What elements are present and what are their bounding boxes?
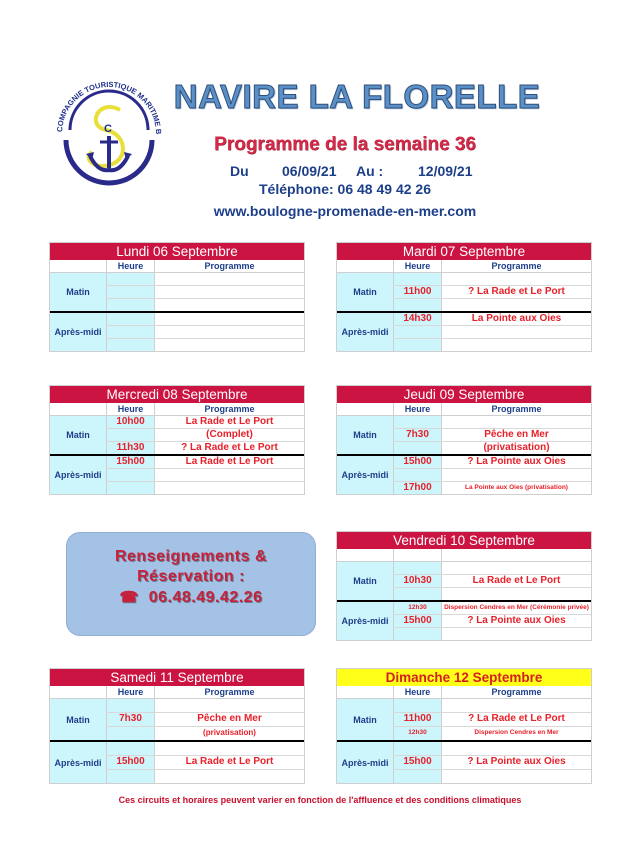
column-header-row [337, 549, 591, 562]
date-from: 06/09/21 [282, 163, 337, 179]
schedule-row [106, 441, 304, 454]
day-table-vendredi [336, 531, 592, 641]
hour-cell [393, 273, 441, 285]
hour-cell [106, 273, 154, 285]
schedule-row [393, 481, 591, 494]
schedule-row [393, 742, 591, 755]
programme-cell [154, 742, 304, 755]
programme-cell: La Rade et Le Port [154, 416, 304, 428]
schedule-row [393, 285, 591, 298]
period-label-matin: Matin [337, 562, 393, 600]
website-link[interactable]: www.boulogne-promenade-en-mer.com [213, 203, 477, 219]
hour-cell: 15h00 [393, 756, 441, 769]
programme-cell [154, 482, 304, 494]
hour-cell [393, 416, 441, 428]
programme-cell: (privatisation) [441, 442, 591, 454]
section-matin [337, 273, 591, 311]
schedule-row [106, 313, 304, 325]
programme-cell [441, 588, 591, 600]
anchor-icon [48, 68, 170, 190]
day-title: Lundi 06 Septembre [50, 243, 304, 260]
period-label-matin: Matin [337, 273, 393, 311]
section-matin [50, 699, 304, 740]
schedule-row [106, 699, 304, 712]
period-label-apres-midi: Après-midi [337, 602, 393, 640]
section-apres-midi [50, 456, 304, 494]
hour-cell [106, 469, 154, 481]
heure-header: Heure [393, 403, 441, 415]
schedule-row [393, 614, 591, 627]
schedule-row [106, 755, 304, 769]
section-matin [337, 562, 591, 600]
schedule-row [393, 273, 591, 285]
hour-cell [393, 588, 441, 600]
hour-cell [106, 742, 154, 755]
section-matin [337, 416, 591, 454]
section-matin [337, 699, 591, 740]
programme-cell: La Rade et Le Port [154, 456, 304, 468]
period-label-matin: Matin [337, 416, 393, 454]
day-table-jeudi [336, 385, 592, 495]
hour-cell: 10h00 [106, 416, 154, 428]
heure-header: Heure [106, 260, 154, 272]
programme-cell [441, 339, 591, 351]
hour-cell [106, 699, 154, 712]
section-matin [50, 416, 304, 454]
hour-cell: 11h30 [106, 442, 154, 454]
heure-header: Heure [393, 260, 441, 272]
period-label-apres-midi: Après-midi [337, 742, 393, 783]
company-logo [48, 68, 170, 190]
schedule-row [106, 712, 304, 726]
schedule-row [106, 428, 304, 441]
schedule-row [106, 325, 304, 338]
schedule-row [393, 441, 591, 454]
hour-cell: 15h00 [106, 756, 154, 769]
day-table-samedi [49, 668, 305, 784]
hour-cell [106, 429, 154, 441]
programme-header: Programme [441, 260, 591, 272]
page-title: NAVIRE LA FLORELLE [173, 78, 541, 115]
reservation-info-box [66, 532, 316, 636]
section-apres-midi [337, 456, 591, 494]
programme-cell: Dispersion Cendres en Mer (Cérémonie privée) [441, 602, 591, 614]
programme-cell [441, 416, 591, 428]
programme-cell: Pêche en Mer [441, 429, 591, 441]
heure-header: Heure [106, 686, 154, 698]
heure-header: Heure [106, 403, 154, 415]
schedule-row [393, 325, 591, 338]
blank-header-cell [337, 686, 393, 698]
hour-cell [393, 770, 441, 783]
programme-cell: ? La Pointe aux Oies [441, 615, 591, 627]
week-subtitle: Programme de la semaine 36 [214, 134, 476, 155]
programme-cell: (privatisation) [154, 727, 304, 740]
schedule-row [393, 712, 591, 726]
hour-cell: 17h00 [393, 482, 441, 494]
hour-cell: 10h30 [393, 575, 441, 587]
date-range [230, 163, 473, 179]
programme-cell [154, 273, 304, 285]
day-title: Mardi 07 Septembre [337, 243, 591, 260]
programme-cell [441, 273, 591, 285]
schedule-row [393, 468, 591, 481]
schedule-row [393, 338, 591, 351]
programme-cell: ? La Rade et Le Port [441, 713, 591, 726]
programme-cell: La Pointe aux Oies [441, 313, 591, 325]
period-label-matin: Matin [50, 699, 106, 740]
hour-cell [106, 326, 154, 338]
programme-cell [154, 313, 304, 325]
programme-cell [441, 628, 591, 640]
hour-cell: 15h00 [106, 456, 154, 468]
hour-cell [393, 742, 441, 755]
schedule-row [393, 587, 591, 600]
hour-cell [106, 286, 154, 298]
hour-cell: 14h30 [393, 313, 441, 325]
day-table-lundi [49, 242, 305, 352]
period-label-apres-midi: Après-midi [50, 313, 106, 351]
schedule-row [393, 755, 591, 769]
hour-cell [393, 628, 441, 640]
period-label-apres-midi: Après-midi [50, 456, 106, 494]
schedule-row [106, 481, 304, 494]
hour-cell [106, 727, 154, 740]
period-label-apres-midi: Après-midi [50, 742, 106, 783]
svg-text:C: C [104, 123, 112, 135]
schedule-row [106, 273, 304, 285]
hour-cell [393, 442, 441, 454]
hour-cell [393, 699, 441, 712]
info-line-2: Réservation : [137, 568, 245, 585]
programme-cell [154, 770, 304, 783]
programme-cell [154, 299, 304, 311]
schedule-row [393, 416, 591, 428]
programme-cell: Pêche en Mer [154, 713, 304, 726]
programme-cell [441, 742, 591, 755]
hour-cell: 12h30 [393, 727, 441, 740]
schedule-row [393, 627, 591, 640]
schedule-row [106, 338, 304, 351]
period-label-matin: Matin [50, 273, 106, 311]
footer-disclaimer: Ces circuits et horaires peuvent varier en fonction de l'affluence et des conditions climatiques [118, 795, 522, 805]
programme-header: Programme [154, 260, 304, 272]
au-label: Au : [356, 163, 384, 179]
hour-cell [106, 770, 154, 783]
schedule-row [393, 726, 591, 740]
hour-cell: 12h30 [393, 602, 441, 614]
phone-number: Téléphone: 06 48 49 42 26 [259, 181, 431, 197]
day-title: Vendredi 10 Septembre [337, 532, 591, 549]
period-label-matin: Matin [50, 416, 106, 454]
heure-header [393, 549, 441, 561]
blank-header-cell [50, 260, 106, 272]
column-header-row [337, 260, 591, 273]
hour-cell [393, 299, 441, 311]
blank-header-cell [50, 686, 106, 698]
period-label-apres-midi: Après-midi [337, 313, 393, 351]
programme-cell: La Rade et Le Port [154, 756, 304, 769]
hour-cell: 11h00 [393, 286, 441, 298]
hour-cell [106, 339, 154, 351]
day-title: Mercredi 08 Septembre [50, 386, 304, 403]
programme-cell [441, 562, 591, 574]
schedule-row [106, 769, 304, 783]
section-apres-midi [337, 602, 591, 640]
day-title: Dimanche 12 Septembre [337, 669, 591, 686]
day-title: Samedi 11 Septembre [50, 669, 304, 686]
schedule-row [393, 769, 591, 783]
schedule-row [393, 313, 591, 325]
section-apres-midi [337, 313, 591, 351]
column-header-row [337, 403, 591, 416]
day-title: Jeudi 09 Septembre [337, 386, 591, 403]
column-header-row [50, 686, 304, 699]
programme-header: Programme [441, 686, 591, 698]
section-apres-midi [337, 742, 591, 783]
programme-cell: (Complet) [154, 429, 304, 441]
hour-cell [393, 469, 441, 481]
programme-cell [441, 469, 591, 481]
schedule-row [106, 742, 304, 755]
hour-cell [106, 482, 154, 494]
programme-cell [154, 286, 304, 298]
programme-header: Programme [441, 403, 591, 415]
blank-header-cell [337, 549, 393, 561]
schedule-row [106, 468, 304, 481]
programme-cell: La Rade et Le Port [441, 575, 591, 587]
blank-header-cell [337, 403, 393, 415]
heure-header: Heure [393, 686, 441, 698]
blank-header-cell [337, 260, 393, 272]
programme-cell: Dispersion Cendres en Mer [441, 727, 591, 740]
hour-cell [106, 299, 154, 311]
column-header-row [337, 686, 591, 699]
programme-cell [154, 699, 304, 712]
schedule-row [393, 456, 591, 468]
period-label-apres-midi: Après-midi [337, 456, 393, 494]
info-phone: 06.48.49.42.26 [148, 589, 263, 606]
date-to: 12/09/21 [418, 163, 473, 179]
programme-header [441, 549, 591, 561]
schedule-row [393, 562, 591, 574]
programme-cell [154, 339, 304, 351]
info-line-1: Renseignements & [114, 548, 268, 565]
period-label-matin: Matin [337, 699, 393, 740]
programme-cell: La Pointe aux Oies (privatisation) [441, 482, 591, 494]
programme-cell [441, 299, 591, 311]
programme-cell [154, 326, 304, 338]
programme-header: Programme [154, 686, 304, 698]
schedule-row [393, 602, 591, 614]
hour-cell: 7h30 [393, 429, 441, 441]
schedule-row [106, 726, 304, 740]
hour-cell: 7h30 [106, 713, 154, 726]
hour-cell: 15h00 [393, 615, 441, 627]
hour-cell [393, 339, 441, 351]
hour-cell [393, 326, 441, 338]
blank-header-cell [50, 403, 106, 415]
section-apres-midi [50, 313, 304, 351]
schedule-row [106, 456, 304, 468]
schedule-row [106, 285, 304, 298]
day-table-mardi [336, 242, 592, 352]
day-table-mercredi [49, 385, 305, 495]
telephone-icon: ☎ [119, 589, 139, 606]
schedule-row [106, 298, 304, 311]
programme-cell: ? La Pointe aux Oies [441, 756, 591, 769]
programme-cell: ? La Rade et Le Port [441, 286, 591, 298]
programme-cell [154, 469, 304, 481]
schedule-row [393, 699, 591, 712]
hour-cell: 11h00 [393, 713, 441, 726]
programme-cell [441, 699, 591, 712]
du-label: Du [230, 163, 249, 179]
column-header-row [50, 403, 304, 416]
programme-cell: ? La Rade et Le Port [154, 442, 304, 454]
day-table-dimanche [336, 668, 592, 784]
hour-cell: 15h00 [393, 456, 441, 468]
schedule-row [393, 298, 591, 311]
hour-cell [106, 313, 154, 325]
programme-cell: ? La Pointe aux Oies [441, 456, 591, 468]
hour-cell [393, 562, 441, 574]
programme-cell [441, 770, 591, 783]
section-matin [50, 273, 304, 311]
programme-header: Programme [154, 403, 304, 415]
schedule-row [106, 416, 304, 428]
section-apres-midi [50, 742, 304, 783]
column-header-row [50, 260, 304, 273]
schedule-row [393, 574, 591, 587]
programme-cell [441, 326, 591, 338]
schedule-row [393, 428, 591, 441]
svg-text:COMPAGNIE TOURISTIQUE MARITIME: COMPAGNIE TOURISTIQUE MARITIME B [54, 79, 164, 135]
info-phone-line [67, 588, 315, 607]
